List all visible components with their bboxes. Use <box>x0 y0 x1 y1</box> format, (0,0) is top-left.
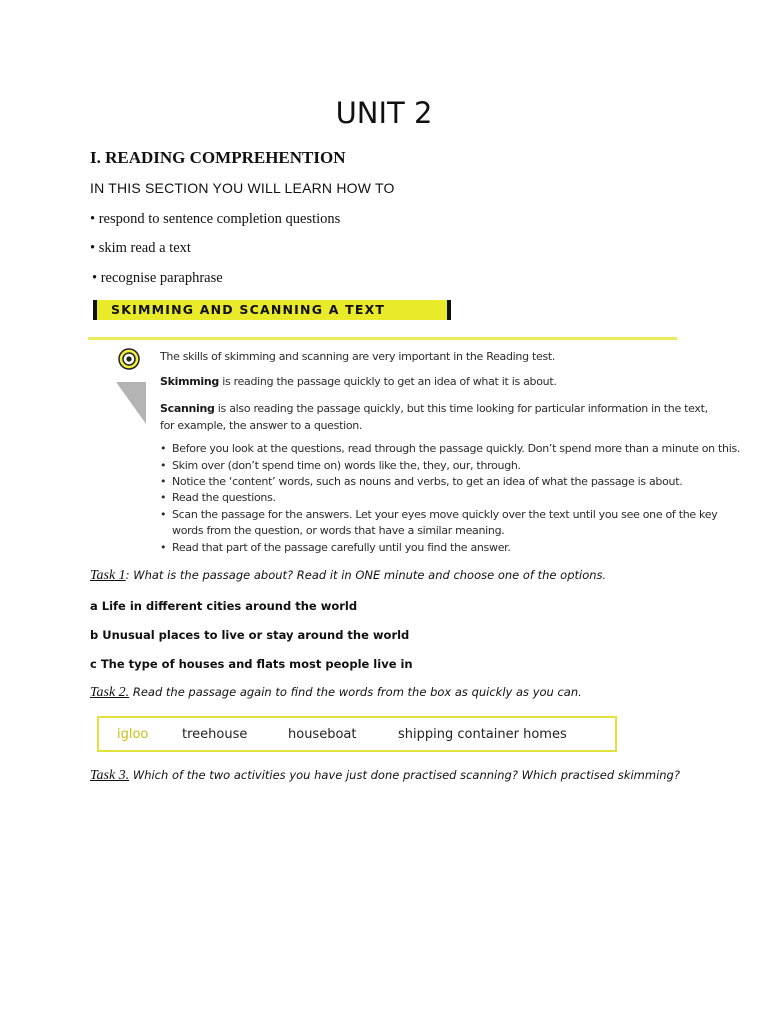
target-icon <box>118 348 140 370</box>
option-a: a Life in different cities around the world <box>90 599 358 613</box>
bullet-item: • respond to sentence completion questions <box>90 211 341 227</box>
skimming-text: is reading the passage quickly to get an idea of what it is about. <box>219 375 557 388</box>
tip-item: • Read that part of the passage carefully until you find the answer. <box>160 541 511 554</box>
section-heading: I. READING COMPREHENTION <box>90 148 346 167</box>
scanning-definition-cont: for example, the answer to a question. <box>160 419 363 432</box>
word-shipping-container-homes: shipping container homes <box>398 727 567 742</box>
scanning-definition <box>160 402 708 415</box>
word-houseboat: houseboat <box>288 727 357 742</box>
option-c: c The type of houses and flats most people live in <box>90 657 413 671</box>
task2-text: Read the passage again to find the words from the box as quickly as you can. <box>129 685 582 699</box>
tip-text: Scan the passage for the answers. Let your eyes move quickly over the text until you see one of the key <box>172 508 718 521</box>
tip-text: Read that part of the passage carefully until you find the answer. <box>172 541 511 554</box>
scanning-term: Scanning <box>160 402 215 415</box>
task3-text: Which of the two activities you have just done practised scanning? Which practised skimming? <box>129 768 680 782</box>
tip-text: Read the questions. <box>172 491 276 504</box>
tip-item: • Skim over (don’t spend time on) words like the, they, our, through. <box>160 459 521 472</box>
task2 <box>90 685 582 701</box>
page-title: UNIT 2 <box>335 96 433 130</box>
task1-label: Task 1 <box>90 568 126 583</box>
option-b: b Unusual places to live or stay around the world <box>90 628 410 642</box>
skills-intro: The skills of skimming and scanning are very important in the Reading test. <box>160 350 556 363</box>
skimming-term: Skimming <box>160 375 220 388</box>
task3 <box>90 768 680 784</box>
tip-item: • Scan the passage for the answers. Let your eyes move quickly over the text until you see one of the key <box>160 508 718 521</box>
tip-text: Skim over (don’t spend time on) words like the, they, our, through. <box>172 459 521 472</box>
tip-item: • Before you look at the questions, read through the passage quickly. Don’t spend more than a minute on this. <box>160 442 741 455</box>
scanning-text: is also reading the passage quickly, but this time looking for particular information in the text, <box>214 402 708 415</box>
tip-item-cont: words from the question, or words that have a similar meaning. <box>172 524 505 537</box>
tip-item: • Notice the ‘content’ words, such as nouns and verbs, to get an idea of what the passage is about. <box>160 475 683 488</box>
yellow-rule <box>88 337 677 340</box>
intro-text: IN THIS SECTION YOU WILL LEARN HOW TO <box>90 180 395 196</box>
task1-text: : What is the passage about? Read it in ONE minute and choose one of the options. <box>125 568 607 582</box>
bullet-item: • skim read a text <box>90 240 191 256</box>
tip-text: Before you look at the questions, read through the passage quickly. Don’t spend more than a minute on this. <box>172 442 741 455</box>
tip-text: Notice the ‘content’ words, such as nouns and verbs, to get an idea of what the passage is about. <box>172 475 683 488</box>
task1 <box>90 568 606 584</box>
word-treehouse: treehouse <box>182 727 248 742</box>
bullet-item: • recognise paraphrase <box>92 270 223 286</box>
corner-triangle-icon <box>116 382 146 424</box>
skimming-definition <box>160 375 557 388</box>
word-igloo: igloo <box>117 727 149 742</box>
tip-item: • Read the questions. <box>160 491 276 504</box>
task2-label: Task 2. <box>90 685 130 700</box>
task3-label: Task 3. <box>90 768 130 783</box>
skimming-banner: SKIMMING AND SCANNING A TEXT <box>93 300 451 320</box>
